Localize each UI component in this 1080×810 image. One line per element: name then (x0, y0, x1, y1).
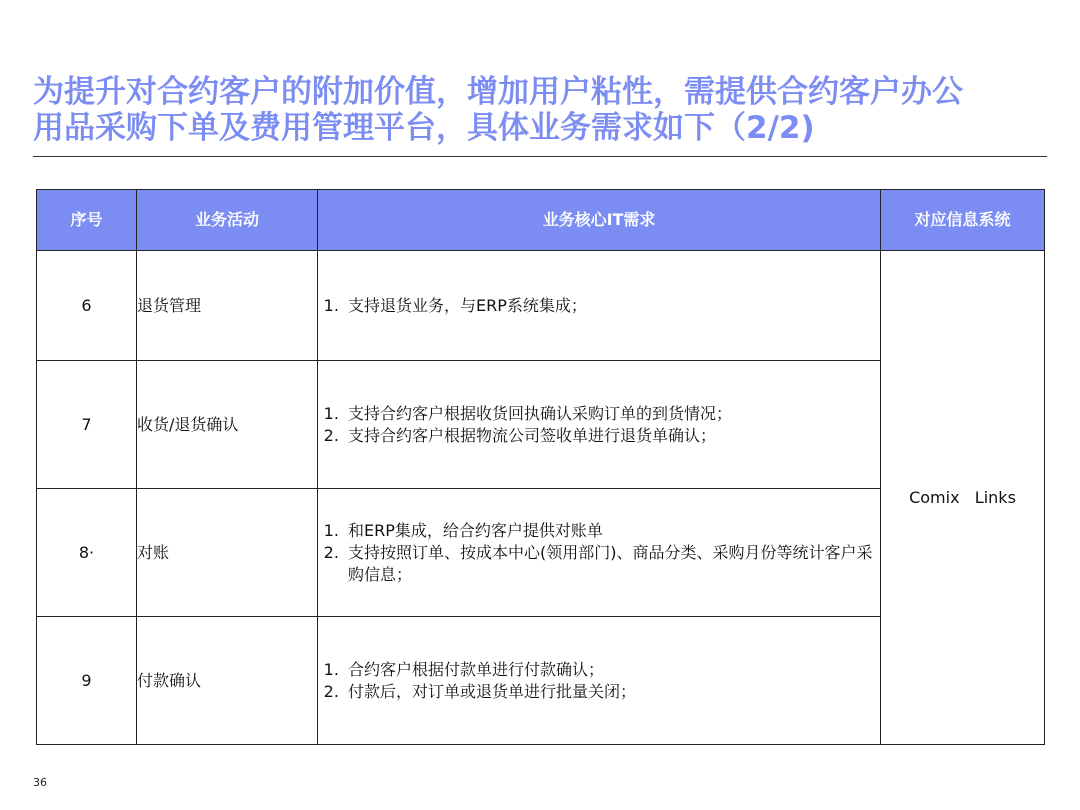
requirement-item: 1. 和ERP集成，给合约客户提供对账单 (344, 520, 880, 542)
title-line-2: 用品采购下单及费用管理平台，具体业务需求如下（2/2) (33, 110, 815, 146)
row-seq: 7 (37, 361, 137, 489)
page-title (33, 74, 1043, 146)
row-activity: 对账 (137, 489, 318, 617)
row-requirements (318, 617, 881, 745)
table-header-row (37, 190, 1045, 251)
requirement-item: 2. 支持合约客户根据物流公司签收单进行退货单确认； (344, 425, 880, 447)
page-number: 36 (33, 776, 47, 789)
header-system: 对应信息系统 (881, 190, 1045, 251)
title-line-1: 为提升对合约客户的附加价值，增加用户粘性，需提供合约客户办公 (33, 74, 963, 110)
header-seq: 序号 (37, 190, 137, 251)
row-seq: 9 (37, 617, 137, 745)
title-divider (33, 156, 1047, 157)
requirement-item: 1. 支持退货业务，与ERP系统集成； (344, 295, 880, 317)
row-requirements (318, 251, 881, 361)
row-seq: 6 (37, 251, 137, 361)
requirement-item: 2. 支持按照订单、按成本中心(领用部门)、商品分类、采购月份等统计客户采购信息； (344, 542, 880, 586)
system-cell: Comix Links (881, 251, 1045, 745)
header-activity: 业务活动 (137, 190, 318, 251)
header-it-requirements: 业务核心IT需求 (318, 190, 881, 251)
row-seq: 8· (37, 489, 137, 617)
requirement-item: 2. 付款后，对订单或退货单进行批量关闭； (344, 681, 880, 703)
row-requirements (318, 489, 881, 617)
row-activity: 退货管理 (137, 251, 318, 361)
row-activity: 收货/退货确认 (137, 361, 318, 489)
table-row (37, 251, 1045, 361)
row-requirements (318, 361, 881, 489)
requirement-item: 1. 合约客户根据付款单进行付款确认； (344, 659, 880, 681)
row-activity: 付款确认 (137, 617, 318, 745)
requirements-table (36, 189, 1045, 745)
requirement-item: 1. 支持合约客户根据收货回执确认采购订单的到货情况； (344, 403, 880, 425)
